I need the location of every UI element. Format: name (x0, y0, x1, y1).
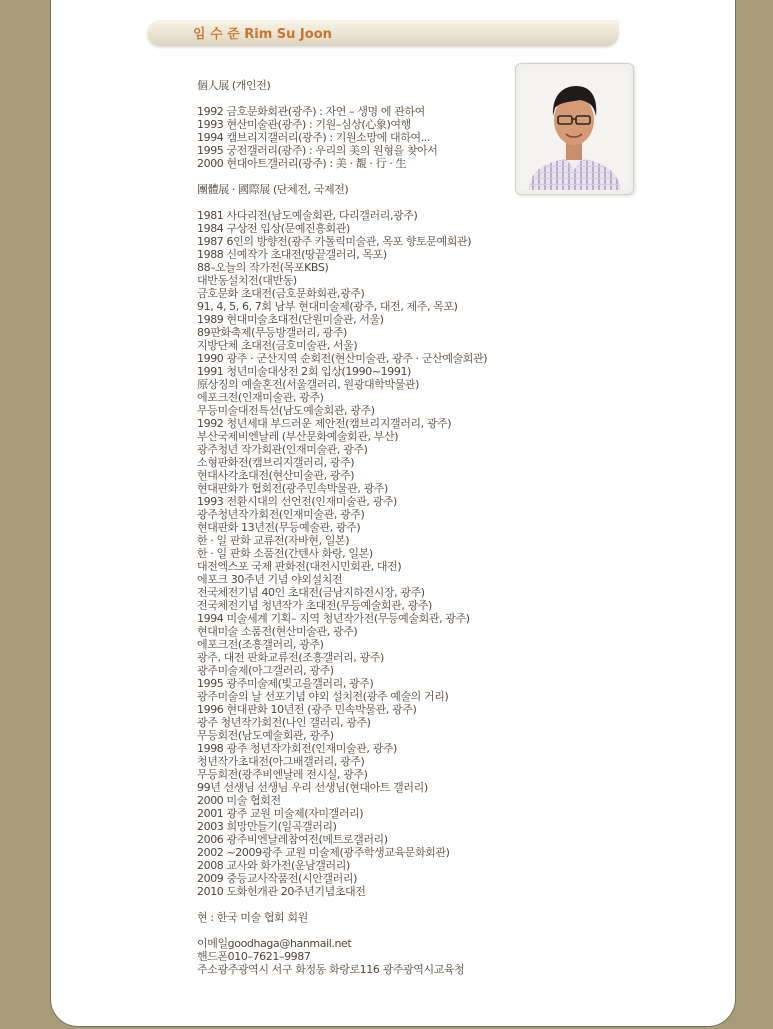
group-item: 전국체전기념 40인 초대전(금남지하전시장, 광주) (197, 586, 425, 599)
group-item: 광주청년 작가회관(인재미술관, 광주) (197, 443, 368, 456)
group-item: 1991 청년미술대상전 2회 입상(1990~1991) (197, 365, 411, 378)
solo-item: 1993 현산미술관(광주) : 기원–심상(心象)여행 (197, 118, 411, 131)
group-item: 1987 6인의 방향전(광주 카톨릭미술관, 목포 향토문예회관) (197, 235, 472, 248)
group-item: 부산국제비엔날레 (부산문화예술회관, 부산) (197, 430, 399, 443)
group-item: 原상징의 예술혼전(서울갤러리, 원광대학박물관) (197, 378, 419, 391)
group-item: 89판화축제(무등방갤러리, 광주) (197, 326, 347, 339)
group-item: 1984 구상전 입상(문예진흥회관) (197, 222, 350, 235)
group-item: 금호문화 초대전(금호문화회관,광주) (197, 287, 365, 300)
group-item: 대반동설치전(대반동) (197, 274, 297, 287)
group-item: 광주청년작가회전(인재미술관, 광주) (197, 508, 365, 521)
group-item: 한 · 일 판화 소품전(간텐사 화랑, 일본) (197, 547, 373, 560)
group-item: 2006 광주비엔날레참여전(메트로갤러리) (197, 833, 388, 846)
group-item: 청년작가초대전(아그배갤러리, 광주) (197, 755, 365, 768)
cv-content (197, 79, 517, 976)
group-item: 에포크 30주년 기념 야외설치전 (197, 573, 343, 586)
address-text: 주소광주광역시 서구 화정동 화랑로116 광주광역시교육청 (197, 963, 465, 976)
portrait-frame (515, 63, 634, 195)
group-item: 무등회전(남도예술회관, 광주) (197, 729, 334, 742)
group-item: 한 · 일 판화 교류전(자바현, 일본) (197, 534, 350, 547)
solo-exhibition-heading: 個人展 (개인전) (197, 79, 271, 92)
phone-text: 핸드폰010–7621–9987 (197, 950, 311, 963)
group-item: 2002 ~2009광주 교원 미술제(광주학생교육문화회관) (197, 846, 450, 859)
group-item: 2010 도화헌개관 20주년기념초대전 (197, 885, 366, 898)
group-item: 1990 광주 · 군산지역 순회전(현산미술관, 광주 · 군산예술회관) (197, 352, 488, 365)
group-exhibition-heading: 團體展 · 國際展 (단체전, 국제전) (197, 183, 349, 196)
group-item: 현대판화가 협회전(광주민속박물관, 광주) (197, 482, 388, 495)
group-item: 2003 희망만들기(일곡갤러리) (197, 820, 337, 833)
group-item: 1989 현대미술초대전(단원미술관, 서울) (197, 313, 384, 326)
group-item: 광주미술제(아그갤러리, 광주) (197, 664, 334, 677)
group-exhibition-list (197, 209, 517, 898)
group-item: 1996 현대판화 10년전 (광주 민속박물관, 광주) (197, 703, 417, 716)
group-item: 전국체전기념 청년작가 초대전(무등예술회관, 광주) (197, 599, 432, 612)
solo-item: 1994 캠브리지갤러리(광주) : 기원소망에 대하여... (197, 131, 431, 144)
group-item: 대전엑스포 국제 판화전(대전시민회관, 대전) (197, 560, 402, 573)
group-item: 1998 광주 청년작가회전(인재미술관, 광주) (197, 742, 397, 755)
solo-item: 1995 궁전갤러리(광주) : 우리의 美의 원형을 찾아서 (197, 144, 438, 157)
group-item: 무등미술대전특선(남도예술회관, 광주) (197, 404, 375, 417)
group-item: 99년 선생님 선생님 우리 선생님(현대아트 갤러리) (197, 781, 428, 794)
group-item: 1992 청년세대 부드러운 제안전(캠브리지갤러리, 광주) (197, 417, 452, 430)
group-item: 1995 광주미술제(빛고을갤러리, 광주) (197, 677, 374, 690)
solo-exhibition-list (197, 105, 517, 170)
group-item: 88–오늘의 작가전(목포KBS) (197, 261, 329, 274)
group-item: 1988 신예작가 초대전(땅끝갤러리, 목포) (197, 248, 387, 261)
group-item: 2001 광주 교원 미술제(자미갤러리) (197, 807, 364, 820)
portrait-photo (520, 68, 629, 190)
group-item: 광주 청년작가회전(나인 갤러리, 광주) (197, 716, 371, 729)
group-item: 광주, 대전 판화교류전(조흥갤러리, 광주) (197, 651, 384, 664)
group-item: 현대미술 소품전(현산미술관, 광주) (197, 625, 358, 638)
group-item: 1981 사다리전(남도예술회관, 다리갤러리,광주) (197, 209, 418, 222)
artist-name-title: 임 수 준 Rim Su Joon (193, 27, 332, 42)
group-item: 현대사각초대전(현산미술관, 광주) (197, 469, 355, 482)
group-item: 무등회전(광주비엔날레 전시실, 광주) (197, 768, 368, 781)
group-item: 1994 미술세계 기획– 지역 청년작가전(무등예술회관, 광주) (197, 612, 470, 625)
email-text[interactable]: 이메일goodhaga@hanmail.net (197, 937, 352, 950)
group-item: 에포크전(인재미술관, 광주) (197, 391, 324, 404)
group-item: 1993 전환시대의 선언전(인재미술관, 광주) (197, 495, 397, 508)
group-item: 에포크전(조흥갤러리, 광주) (197, 638, 324, 651)
membership-text: 현 : 한국 미술 협회 회원 (197, 911, 308, 924)
group-item: 지방단체 초대전(금호미술관, 서울) (197, 339, 358, 352)
group-item: 현대판화 13년전(무등예술관, 광주) (197, 521, 361, 534)
group-item: 광주미술의 날 선포기념 야외 설치전(광주 예술의 거리) (197, 690, 449, 703)
group-item: 2009 중등교사작품전(시안갤러리) (197, 872, 357, 885)
group-item: 소형판화전(캠브리지갤러리, 광주) (197, 456, 355, 469)
group-item: 2000 미술 협회전 (197, 794, 281, 807)
solo-item: 2000 현대아트갤러리(광주) : 美 · 覩 · 行 · 生 (197, 157, 407, 170)
group-item: 2008 교사와 화가전(운남갤러리) (197, 859, 350, 872)
solo-item: 1992 금호문화회관(광주) : 자연 – 생명 에 관하여 (197, 105, 425, 118)
group-item: 91, 4, 5, 6, 7회 남부 현대미술제(광주, 대전, 제주, 목포) (197, 300, 458, 313)
